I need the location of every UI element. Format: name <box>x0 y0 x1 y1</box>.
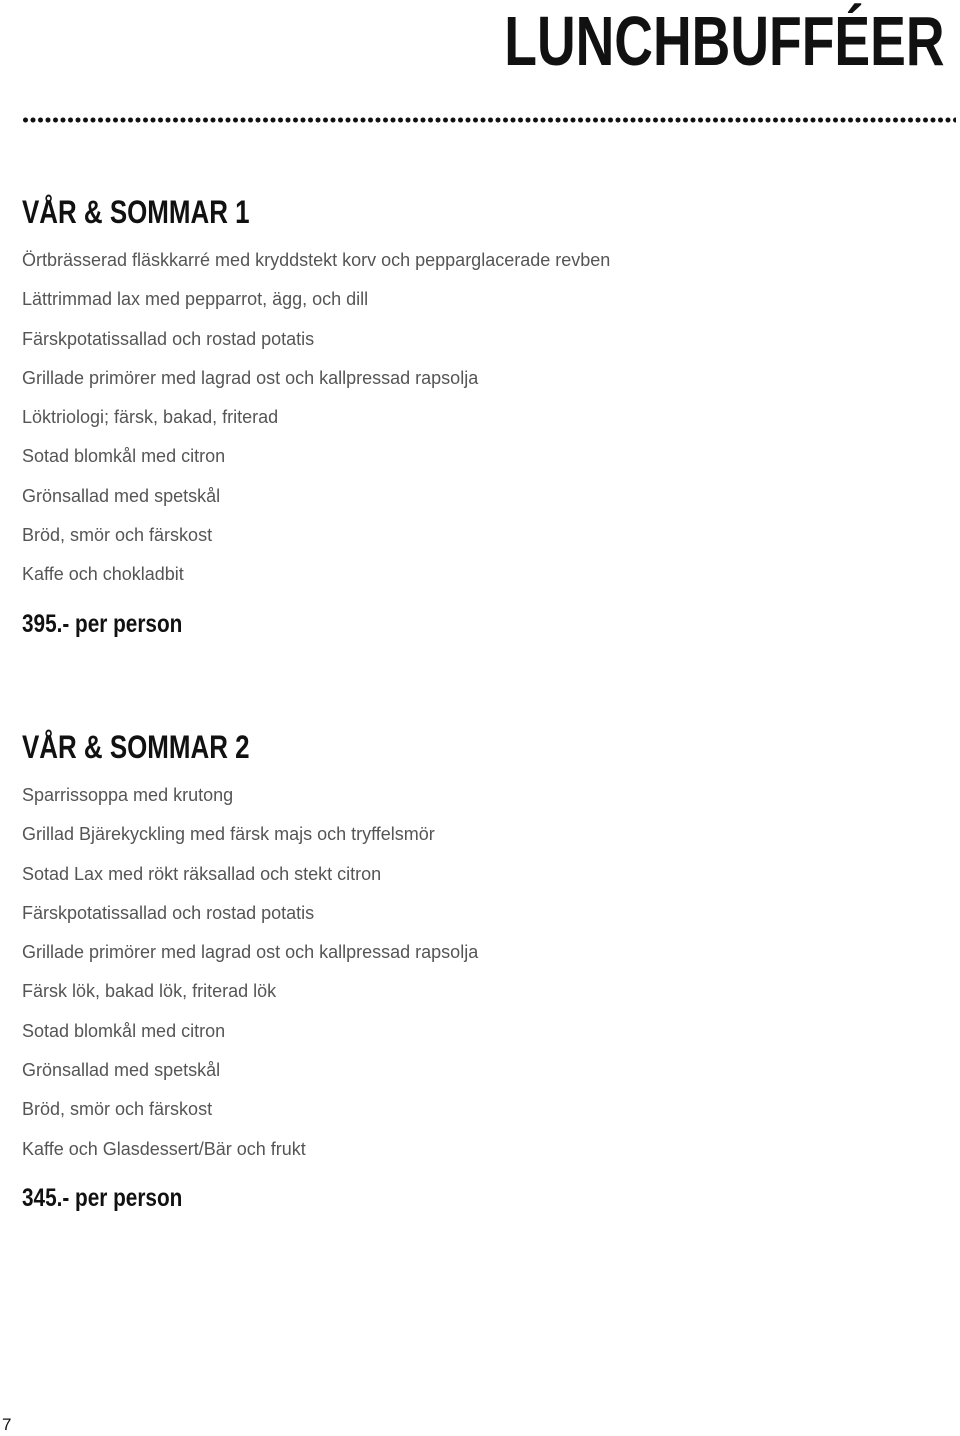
menu-item: Örtbrässerad fläskkarré med kryddstekt korv och pepparglacerade revben <box>22 250 611 270</box>
menu-item: Sotad blomkål med citron <box>22 446 226 467</box>
menu-item: Sparrissoppa med krutong <box>22 785 234 805</box>
menu-item: Grillad Bjärekyckling med färsk majs och tryffelsmör <box>22 824 435 845</box>
menu-item: Lättrimmad lax med pepparrot, ägg, och dill <box>22 289 369 310</box>
page-title: LUNCHBUFFÉER <box>504 2 945 80</box>
menu-item: Sotad blomkål med citron <box>22 1020 226 1041</box>
menu-item: Bröd, smör och färskost <box>22 525 213 546</box>
price-1: 395.- per person <box>22 610 183 638</box>
menu-list-1 <box>22 241 610 595</box>
menu-item: Grönsallad med spetskål <box>22 485 221 506</box>
menu-item: Grillade primörer med lagrad ost och kallpressad rapsolja <box>22 367 479 388</box>
menu-item: Sotad Lax med rökt räksallad och stekt citron <box>22 863 382 884</box>
menu-item: Färskpotatissallad och rostad potatis <box>22 902 315 923</box>
dotted-divider <box>22 116 956 124</box>
price-2: 345.- per person <box>22 1184 183 1212</box>
menu-item: Färskpotatissallad och rostad potatis <box>22 328 315 349</box>
menu-item: Färsk lök, bakad lök, friterad lök <box>22 981 277 1002</box>
section-heading-1: VÅR & SOMMAR 1 <box>22 194 250 230</box>
menu-item: Grönsallad med spetskål <box>22 1060 221 1081</box>
menu-list-2 <box>22 776 478 1169</box>
menu-item: Bröd, smör och färskost <box>22 1099 213 1120</box>
menu-item: Grillade primörer med lagrad ost och kallpressad rapsolja <box>22 942 479 963</box>
menu-item: Löktriologi; färsk, bakad, friterad <box>22 407 279 428</box>
page-number: 7 <box>2 1415 12 1434</box>
menu-item: Kaffe och Glasdessert/Bär och frukt <box>22 1138 306 1159</box>
section-heading-2: VÅR & SOMMAR 2 <box>22 729 250 765</box>
menu-item: Kaffe och chokladbit <box>22 564 184 585</box>
